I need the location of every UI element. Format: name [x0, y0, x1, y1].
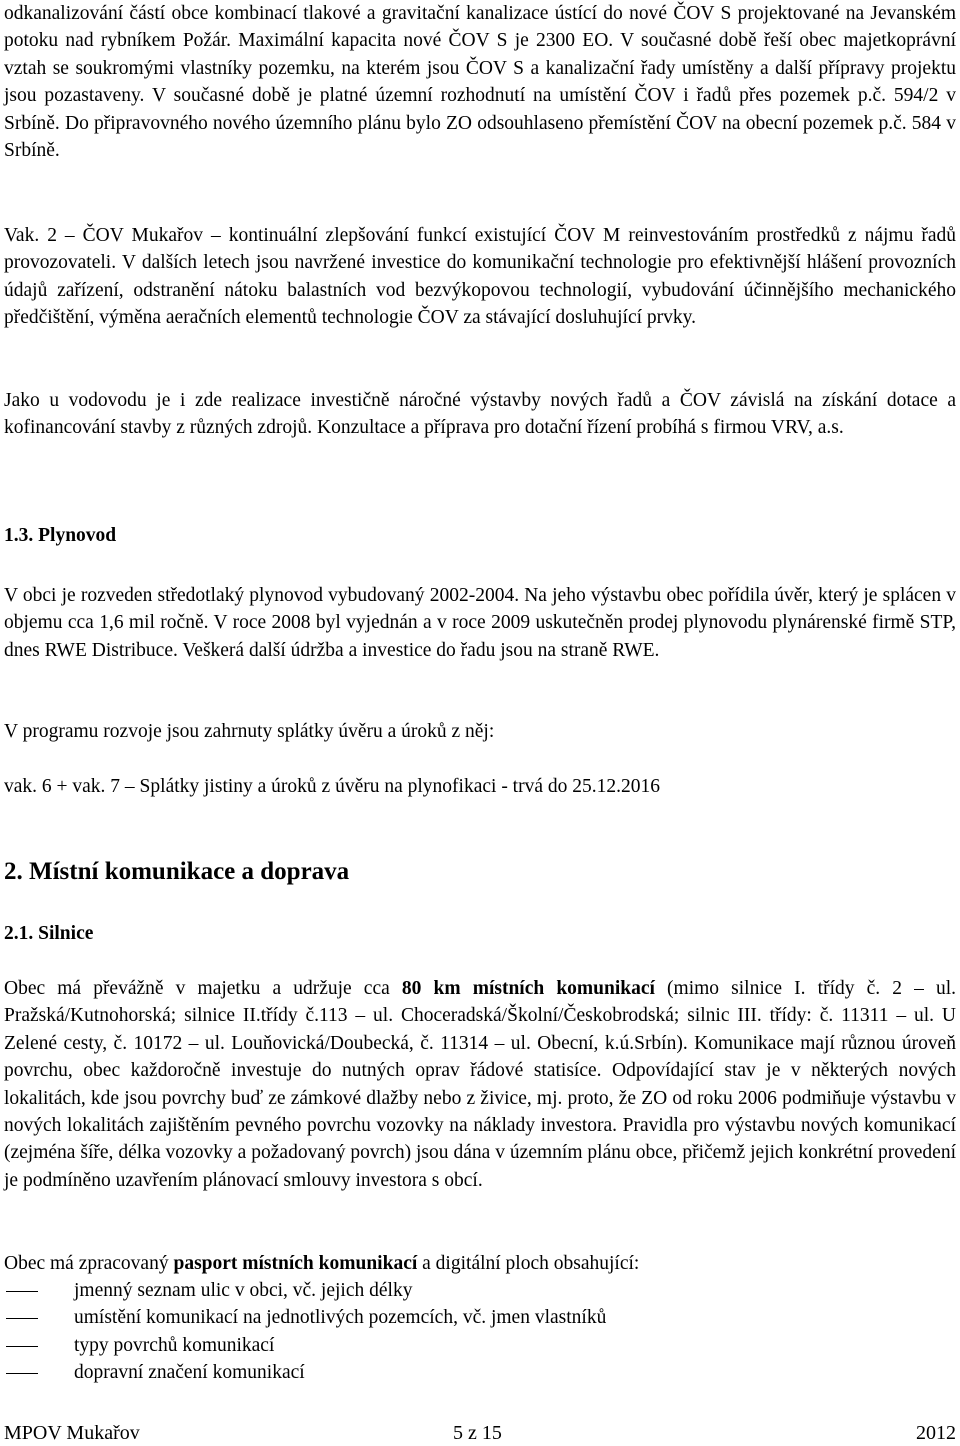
paragraph-silnice [4, 975, 956, 1194]
dash-bullet-icon [6, 1373, 38, 1374]
paragraph-pasport [4, 1250, 956, 1277]
list-item-text: jmenný seznam ulic v obci, vč. jejich délky [74, 1280, 413, 1301]
paragraph-splatky: vak. 6 + vak. 7 – Splátky jistiny a úroků z úvěru na plynofikaci - trvá do 25.12.2016 [4, 776, 661, 797]
list-item [4, 1277, 956, 1304]
pasport-list [4, 1277, 956, 1387]
footer-page-number: 5 z 15 [453, 1422, 502, 1444]
list-item-text: umístění komunikací na jednotlivých pozemcích, vč. jmen vlastníků [74, 1307, 607, 1329]
heading-mistni-komunikace: 2. Místní komunikace a doprava [4, 858, 350, 885]
pasport-text-pre: Obec má zpracovaný [4, 1253, 174, 1274]
list-item [4, 1359, 956, 1386]
dash-bullet-icon [6, 1346, 38, 1347]
heading-silnice: 2.1. Silnice [4, 923, 94, 944]
footer-year: 2012 [916, 1422, 956, 1444]
paragraph-program-rozvoje: V programu rozvoje jsou zahrnuty splátky úvěru a úroků z něj: [4, 721, 495, 742]
list-item [4, 1304, 956, 1331]
list-item-text: typy povrchů komunikací [74, 1334, 275, 1356]
paragraph-dotace: Jako u vodovodu je i zde realizace investičně náročné výstavby nových řadů a ČOV závislá na získání dotace a kofinancování stavby z různých zdrojů. Konzultace a příprava pro dotační řízení probíhá s firmou VRV, a.s. [4, 390, 956, 439]
dash-bullet-icon [6, 1318, 38, 1319]
paragraph-plynovod: V obci je rozveden středotlaký plynovod vybudovaný 2002-2004. Na jeho výstavbu obec pořídila úvěr, který je splácen v objemu cca 1,6 mil ročně. V roce 2008 byl vyjednán a v roce 2009 uskutečněn prodej plynovodu plynárenské firmě STP, dnes RWE Distribuce. Veškerá další údržba a investice do řadu jsou na straně RWE. [4, 585, 956, 661]
list-item-text: dopravní značení komunikací [74, 1362, 305, 1384]
silnice-text-bold: 80 km místních komunikací [401, 978, 655, 999]
silnice-text-post: (mimo silnice I. třídy č. 2 – ul. Pražská/Kutnohorská; silnice II.třídy č.113 – ul. Choceradská/Školní/Českobrodská; silnic III. třídy: č. 11311 – ul. U Zelené cesty, č. 10172 – ul. Louňovická/Doubecká, č. 11314 – ul. Obecní, k.ú.Srbín). Komunikace mají různou úroveň povrchu, obec každoročně investuje do nutných oprav řádové statisíce. Odpovídající stav je v některých nových lokalitách, kde jsou povrchy buď ze zámkové dlažby nebo z živice, mj. proto, že ZO od roku 2006 podmiňuje výstavbu v nových lokalitách zajištěním pevného povrchu vozovky na náklady investora. Pravidla pro výstavbu nových komunikací (zejména šíře, délka vozovky a požadovaný povrch) jsou dána v územním plánu obce, přičemž jejich konkrétní provedení je podmíněno uzavřením plánovací smlouvy investora s obcí. [4, 978, 957, 1191]
paragraph-cov-srbin: odkanalizování částí obce kombinací tlakové a gravitační kanalizace ústící do nové ČOV S projektované na Jevanském potoku nad rybníkem Požár. Maximální kapacita nové ČOV S je 2300 EO. V současné době řeší obec majetkoprávní vztah se soukromými vlastníky pozemku, na kterém jsou ČOV S a kanalizační řady umístěny a další přípravy projektu jsou pozastaveny. V současné době je platné územní rozhodnutí na umístění ČOV i řadů přes pozemek p.č. 594/2 v Srbíně. Do připravovného nového územního plánu bylo ZO odsouhlaseno přemístění ČOV na obecní pozemek p.č. 584 v Srbíně. [4, 3, 956, 162]
page-footer [4, 1422, 956, 1446]
footer-title: MPOV Mukařov [4, 1422, 140, 1444]
paragraph-cov-mukarov: Vak. 2 – ČOV Mukařov – kontinuální zlepšování funkcí existující ČOV M reinvestováním prostředků z nájmu řadů provozovateli. V dalších letech jsou navržené investice do komunikační technologie pro efektivnější hlášení provozních údajů zařízení, odstranění nátoku balastních vod bezvýkopovou technologií, vybudování účinnějšího mechanického předčištění, výměna aeračních elementů technologie ČOV za stávající dosluhující prvky. [4, 225, 956, 329]
heading-plynovod: 1.3. Plynovod [4, 525, 117, 546]
list-item [4, 1332, 956, 1359]
pasport-text-post: a digitální ploch obsahující: [417, 1253, 640, 1274]
pasport-text-bold: pasport místních komunikací [173, 1253, 418, 1274]
dash-bullet-icon [6, 1291, 38, 1292]
silnice-text-pre: Obec má převážně v majetku a udržuje cca [4, 978, 402, 999]
